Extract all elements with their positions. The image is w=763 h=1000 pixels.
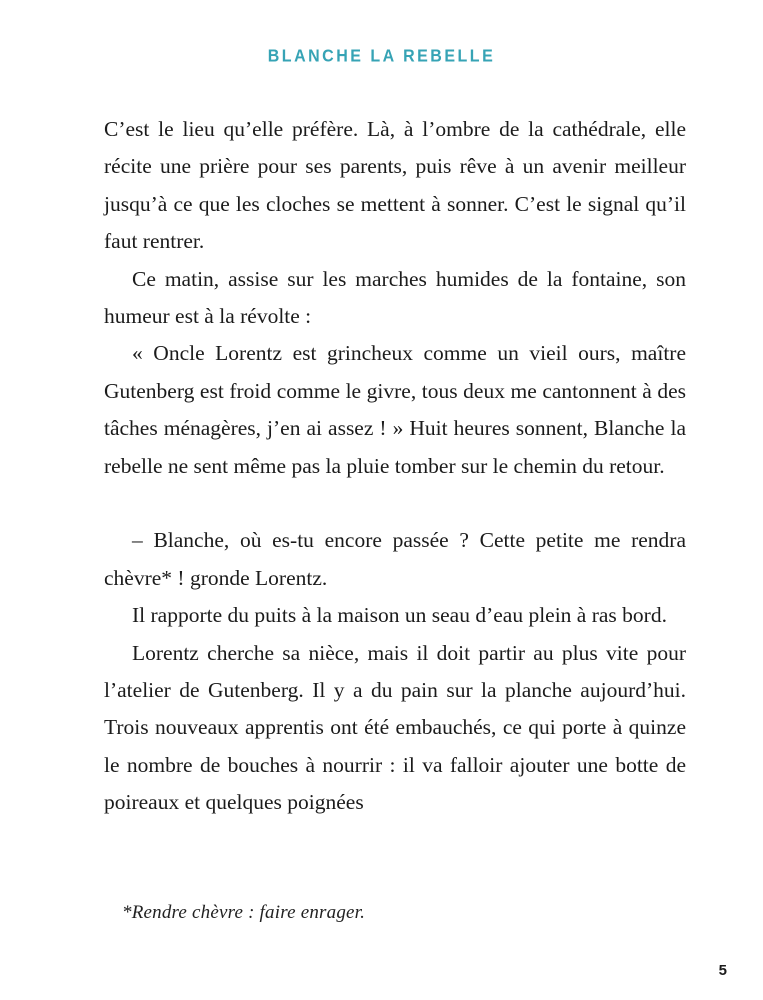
paragraph-seau-eau: Il rapporte du puits à la maison un seau d’eau plein à ras bord.: [132, 603, 667, 628]
running-header-title: BLANCHE LA REBELLE: [267, 47, 496, 66]
body-text: [104, 111, 686, 822]
paragraph-ce-matin: Ce matin, assise sur les marches humides de la fontaine, son humeur est à la révolte :: [104, 266, 686, 329]
page-number: 5: [718, 962, 727, 979]
paragraph-dialogue-blanche: – Blanche, où es-tu encore passée ? Cette petite me rendra chèvre* ! gronde Lorentz.: [104, 528, 686, 590]
footnote: *Rendre chèvre : faire enrager.: [122, 902, 366, 923]
paragraph-lorentz-cherche: Lorentz cherche sa nièce, mais il doit partir au plus vite pour l’atelier de Gutenberg. Il y a du pain sur la planche aujourd’hui. Trois nouveaux apprentis ont été embauchés, ce qui porte à quinze le nombre de bouches à nourrir : il va falloir ajouter une botte de poireaux et quelques poignées: [104, 640, 686, 815]
paragraph-opening: C’est le lieu qu’elle préfère. Là, à l’ombre de la cathédrale, elle récite une prière pour ses parents, puis rêve à un avenir meilleur jusqu’à ce que les cloches se mettent à sonner. C’est le signal qu’il faut rentrer.: [104, 117, 686, 254]
paragraph-quote-oncle-lorentz: « Oncle Lorentz est grincheux comme un vieil ours, maître Gutenberg est froid comme le givre, tous deux me cantonnent à des tâches ménagères, j’en ai assez ! » Huit heures sonnent, Blanche la rebelle ne sent même pas la pluie tomber sur le chemin du retour.: [104, 341, 686, 478]
